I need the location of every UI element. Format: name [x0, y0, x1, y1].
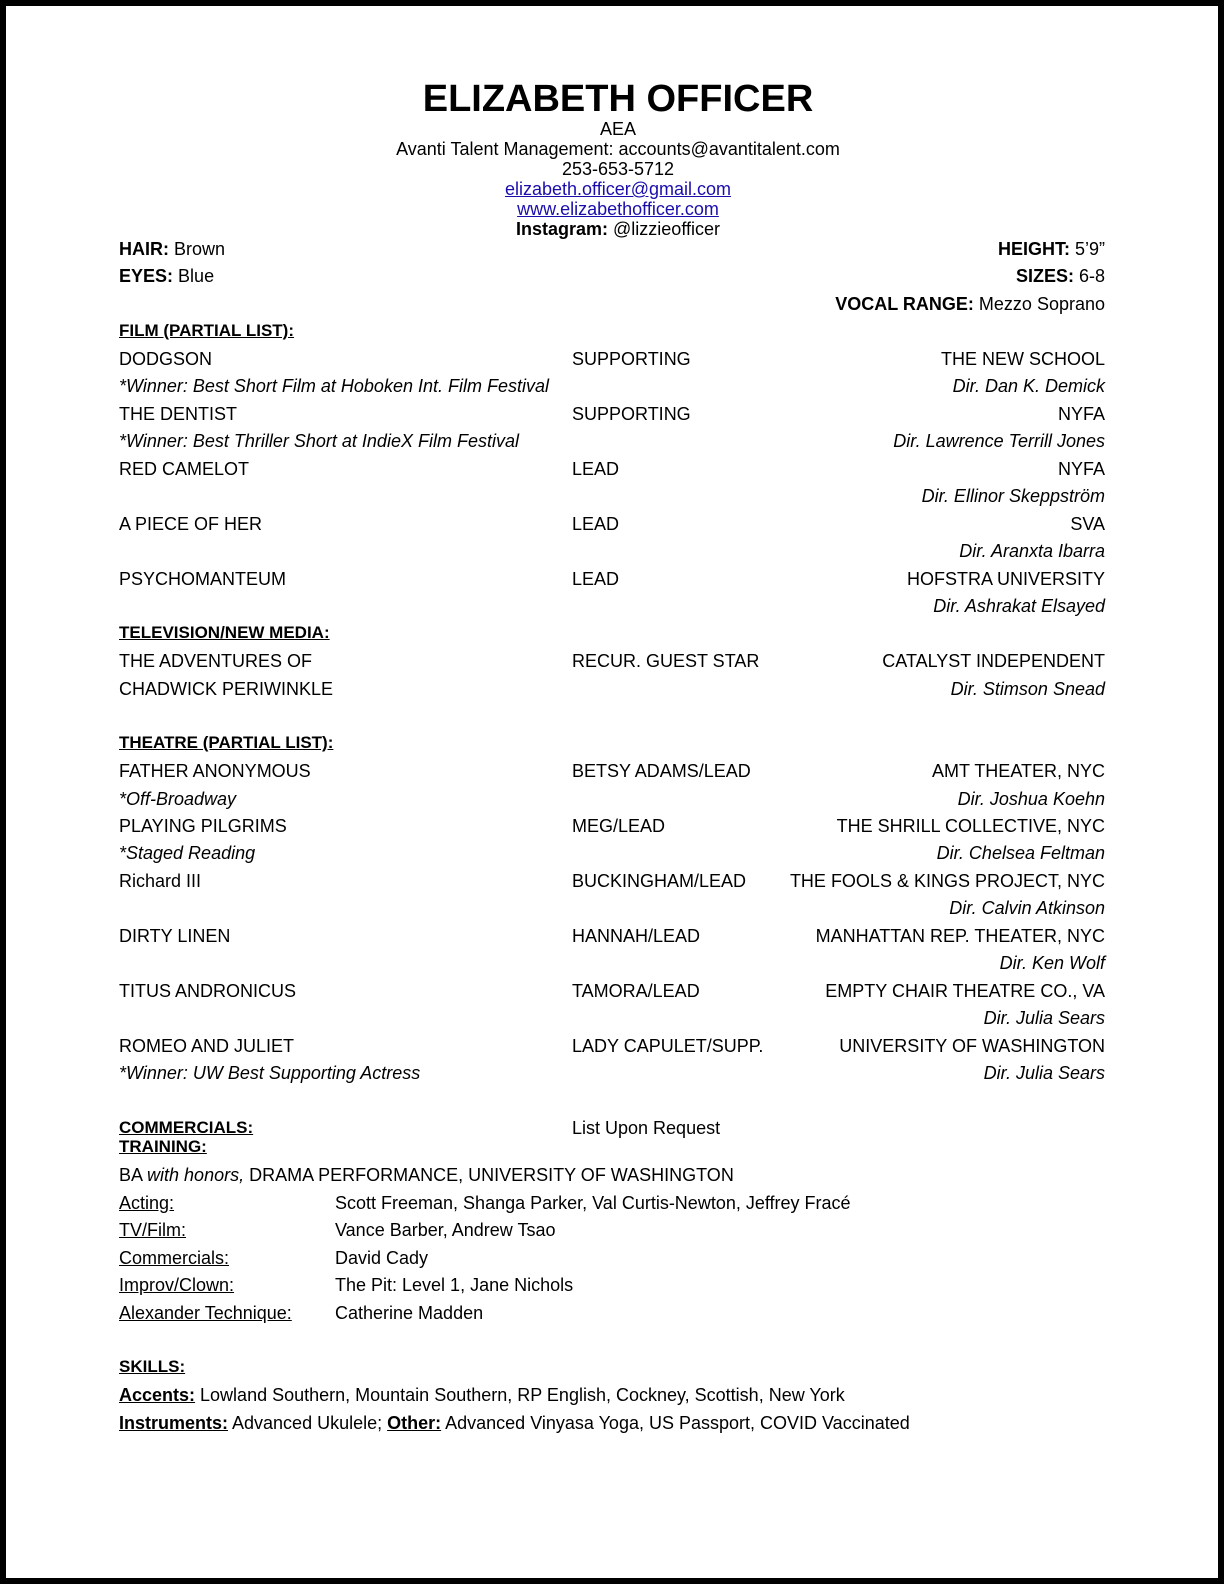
- credit-company: AMT THEATER, NYC: [931, 761, 1105, 781]
- credit-director: Dir. Julia Sears: [983, 1063, 1105, 1083]
- credit-role: MEG/LEAD: [572, 816, 666, 836]
- accents-value: Lowland Southern, Mountain Southern, RP English, Cockney, Scottish, New York: [195, 1385, 845, 1405]
- credit-note: *Winner: Best Short Film at Hoboken Int. Film Festival: [119, 376, 549, 396]
- credit-director: Dir. Ashrakat Elsayed: [933, 596, 1105, 616]
- credit-title: DODGSON: [119, 349, 213, 369]
- other-label: Other:: [387, 1413, 442, 1433]
- training-value: David Cady: [335, 1248, 429, 1268]
- union: AEA: [599, 119, 637, 139]
- hair: [119, 238, 225, 260]
- credit-role: SUPPORTING: [572, 349, 691, 369]
- instruments-line: [119, 1412, 910, 1434]
- credit-director: Dir. Lawrence Terrill Jones: [893, 431, 1105, 451]
- theatre-heading: THEATRE (PARTIAL LIST):: [119, 733, 334, 752]
- instruments-label: Instruments:: [119, 1413, 229, 1433]
- skills-heading: SKILLS:: [119, 1357, 186, 1376]
- credit-note: *Off-Broadway: [119, 789, 237, 809]
- degree: [119, 1164, 734, 1186]
- credit-title: DIRTY LINEN: [119, 926, 231, 946]
- credit-title: TITUS ANDRONICUS: [119, 981, 297, 1001]
- credit-role: LEAD: [572, 459, 620, 479]
- credit-title: RED CAMELOT: [119, 459, 250, 479]
- credit-role: SUPPORTING: [572, 404, 691, 424]
- tv-heading: TELEVISION/NEW MEDIA:: [119, 623, 330, 642]
- credit-title: FATHER ANONYMOUS: [119, 761, 311, 781]
- actor-name: ELIZABETH OFFICER: [422, 78, 814, 120]
- credit-director: Dir. Ken Wolf: [999, 953, 1105, 973]
- credit-director: Dir. Calvin Atkinson: [949, 898, 1105, 918]
- hair-label: HAIR:: [119, 239, 169, 259]
- vocal-value: Mezzo Soprano: [978, 294, 1105, 314]
- training-label: Alexander Technique:: [119, 1303, 292, 1323]
- training-value: Scott Freeman, Shanga Parker, Val Curtis-Newton, Jeffrey Fracé: [335, 1193, 851, 1213]
- credit-role: BUCKINGHAM/LEAD: [572, 871, 747, 891]
- credit-role: RECUR. GUEST STAR: [572, 651, 760, 671]
- vocal-label: VOCAL RANGE:: [835, 294, 974, 314]
- credit-title: THE DENTIST: [119, 404, 238, 424]
- credit-role: LEAD: [572, 569, 620, 589]
- training-value: Vance Barber, Andrew Tsao: [335, 1220, 556, 1240]
- credit-title: A PIECE OF HER: [119, 514, 263, 534]
- credit-company: EMPTY CHAIR THEATRE CO., VA: [825, 981, 1105, 1001]
- training-label: Acting:: [119, 1193, 175, 1213]
- credit-title-continued: CHADWICK PERIWINKLE: [119, 679, 334, 699]
- credit-company: THE FOOLS & KINGS PROJECT, NYC: [789, 871, 1105, 891]
- instagram-line: [6, 219, 1224, 239]
- height: [998, 238, 1105, 260]
- degree-program: DRAMA PERFORMANCE, UNIVERSITY OF WASHINGTON: [244, 1165, 734, 1185]
- website-line: [6, 199, 1224, 219]
- credit-company: NYFA: [1057, 404, 1105, 424]
- hair-value: Brown: [174, 239, 226, 259]
- credit-role: HANNAH/LEAD: [572, 926, 701, 946]
- training-label: TV/Film:: [119, 1220, 186, 1240]
- instagram-label: Instagram:: [515, 219, 609, 239]
- credit-company: THE NEW SCHOOL: [940, 349, 1105, 369]
- training-label: Improv/Clown:: [119, 1275, 235, 1295]
- credit-director: Dir. Julia Sears: [983, 1008, 1105, 1028]
- height-value: 5’9”: [1074, 239, 1105, 259]
- credit-note: *Winner: Best Thriller Short at IndieX Film Festival: [119, 431, 519, 451]
- training-value: Catherine Madden: [335, 1303, 484, 1323]
- commercials-value: List Upon Request: [572, 1118, 721, 1138]
- vocal-range: [835, 293, 1105, 315]
- instruments-value: Advanced Ukulele;: [228, 1413, 388, 1433]
- sizes-label: SIZES:: [1015, 266, 1074, 286]
- height-label: HEIGHT:: [997, 239, 1070, 259]
- credit-director: Dir. Chelsea Feltman: [936, 843, 1105, 863]
- credit-director: Dir. Aranxta Ibarra: [959, 541, 1105, 561]
- credit-company: SVA: [1070, 514, 1105, 534]
- credit-role: TAMORA/LEAD: [572, 981, 700, 1001]
- commercials-heading: COMMERCIALS:: [119, 1118, 254, 1137]
- agency: Avanti Talent Management: accounts@avantitalent.com: [396, 139, 840, 159]
- credit-role: LADY CAPULET/SUPP.: [572, 1036, 764, 1056]
- credit-role: LEAD: [572, 514, 620, 534]
- eyes: [119, 265, 214, 287]
- credit-company: UNIVERSITY OF WASHINGTON: [839, 1036, 1105, 1056]
- credit-director: Dir. Ellinor Skeppström: [921, 486, 1105, 506]
- credit-company: MANHATTAN REP. THEATER, NYC: [815, 926, 1105, 946]
- eyes-value: Blue: [178, 266, 215, 286]
- phone: 253-653-5712: [561, 159, 675, 179]
- credit-note: *Staged Reading: [119, 843, 256, 863]
- credit-director: Dir. Dan K. Demick: [952, 376, 1105, 396]
- degree-prefix: BA: [119, 1165, 148, 1185]
- credit-title: PLAYING PILGRIMS: [119, 816, 287, 836]
- credit-role: BETSY ADAMS/LEAD: [572, 761, 751, 781]
- sizes-value: 6-8: [1078, 266, 1105, 286]
- film-heading: FILM (PARTIAL LIST):: [119, 321, 295, 340]
- degree-honors: with honors,: [147, 1165, 245, 1185]
- training-heading: TRAINING:: [119, 1137, 207, 1156]
- eyes-label: EYES:: [119, 266, 174, 286]
- other-value: Advanced Vinyasa Yoga, US Passport, COVID Vaccinated: [441, 1413, 910, 1433]
- credit-title: Richard III: [119, 871, 202, 891]
- credit-title: PSYCHOMANTEUM: [119, 569, 287, 589]
- accents-line: [119, 1384, 845, 1406]
- credit-title: ROMEO AND JULIET: [119, 1036, 295, 1056]
- email-link[interactable]: elizabeth.officer@gmail.com: [504, 179, 732, 199]
- credit-title: THE ADVENTURES OF: [119, 651, 313, 671]
- credit-director: Dir. Joshua Koehn: [957, 789, 1105, 809]
- credit-company: NYFA: [1057, 459, 1105, 479]
- credit-director: Dir. Stimson Snead: [950, 679, 1105, 699]
- sizes: [1016, 265, 1105, 287]
- website-link[interactable]: www.elizabethofficer.com: [517, 199, 719, 219]
- training-label: Commercials:: [119, 1248, 230, 1268]
- training-value: The Pit: Level 1, Jane Nichols: [335, 1275, 574, 1295]
- instagram-handle: @lizzieofficer: [613, 219, 721, 239]
- credit-note: *Winner: UW Best Supporting Actress: [119, 1063, 421, 1083]
- email-line: [6, 179, 1224, 199]
- accents-label: Accents:: [119, 1385, 196, 1405]
- credit-company: THE SHRILL COLLECTIVE, NYC: [836, 816, 1105, 836]
- credit-company: CATALYST INDEPENDENT: [882, 651, 1105, 671]
- credit-company: HOFSTRA UNIVERSITY: [906, 569, 1105, 589]
